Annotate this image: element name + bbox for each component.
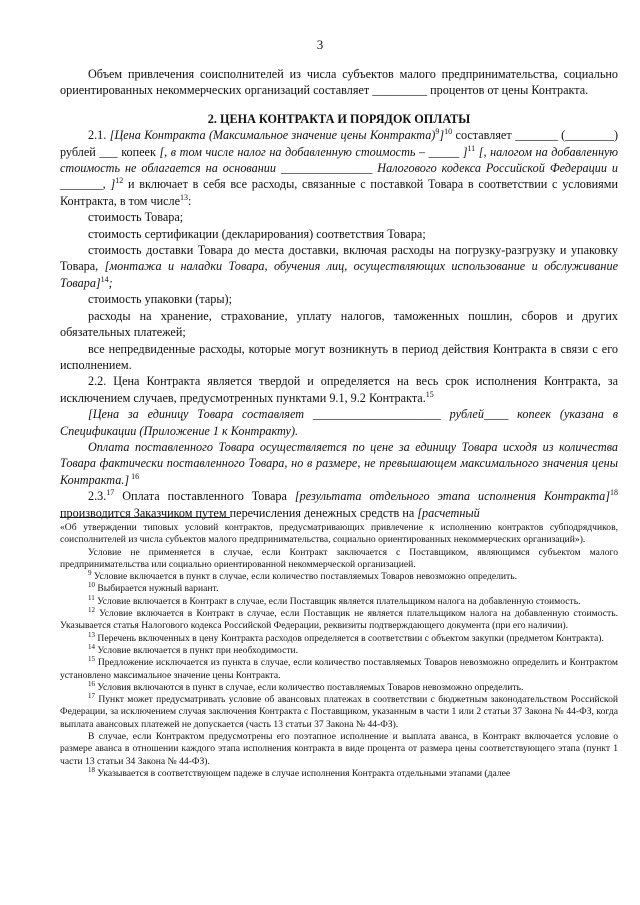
cost-item: стоимость упаковки (тары); bbox=[88, 292, 232, 307]
footnote-text: Перечень включенных в цену Контракта расходов определяется в соответствии с объектом закупки (предметом Контракта). bbox=[95, 632, 604, 644]
footnote-number: 17 bbox=[88, 692, 95, 701]
footnote-continued: «Об утверждении типовых условий контрактов, предусматривающих привлечение к исполнению контрактов субподрядчиков, соисполнителей из числа субъектов малого предпринимательства, социально ориентированных некоммерческих организаций»). bbox=[60, 522, 618, 546]
footnote-text: Указывается в соответствующем падеже в случае исполнения Контракта отдельными этапами (далее bbox=[95, 767, 511, 779]
footnote-10 bbox=[60, 583, 618, 595]
cost-delivery-text: стоимость доставки Товара до места доставки, включая расходы на погрузку-разгрузку и упаковку Товара, bbox=[60, 243, 618, 274]
clause-2-3-text-b: производится Заказчиком путем перечисления денежных средств на bbox=[60, 505, 418, 520]
main-text bbox=[60, 66, 618, 521]
clause-2-1-colon: : bbox=[188, 193, 192, 208]
clause-2-1 bbox=[60, 127, 618, 209]
footnote-ref-9: 9 bbox=[435, 127, 440, 137]
cost-delivery-optional: [монтажа и наладки Товара, обучения лиц, осуществляющих использование и обслуживание Товара] bbox=[60, 259, 618, 290]
cost-delivery-end: ; bbox=[108, 275, 113, 290]
footnote-text: Условие включается в Контракт в случае, если Поставщик является плательщиком налога на добавленную стоимость. bbox=[94, 595, 581, 607]
footnote-text: Выбирается нужный вариант. bbox=[95, 583, 219, 595]
cost-item: стоимость сертификации (декларирования) соответствия Товара; bbox=[88, 226, 426, 241]
footnote-16 bbox=[60, 679, 618, 694]
intro-paragraph: Объем привлечения соисполнителей из числа субъектов малого предпринимательства, социально ориентированных некоммерческих организаций составляет _________ процентов от цены Контракта. bbox=[60, 67, 618, 98]
footnote-ref-15: 15 bbox=[425, 389, 434, 399]
clause-2-1-vat-exempt: [, налогом на добавленную стоимость не облагается на основании _______________ Налогового кодекса Российской Федерации и _______, ] bbox=[60, 144, 618, 192]
footnote-ref-17: 17 bbox=[106, 488, 115, 498]
footnote-separator bbox=[60, 517, 230, 518]
section-title: 2. ЦЕНА КОНТРАКТА И ПОРЯДОК ОПЛАТЫ bbox=[207, 111, 471, 126]
footnote-11 bbox=[60, 593, 618, 608]
footnote-13 bbox=[60, 630, 618, 645]
footnote-18 bbox=[60, 765, 618, 780]
clause-2-3-account: [расчетный bbox=[417, 505, 480, 520]
footnote-number: 10 bbox=[88, 581, 95, 590]
footnote-text: Условия включаются в пункт в случае, если количество поставляемых Товаров невозможно определить. bbox=[95, 681, 524, 693]
footnote-text: Условие включается в Контракт в случае, если Поставщик не является плательщиком налога на добавленную стоимость. Указывается статья Налогового кодекса Российской Федерации, реквизиты подтверждающего документа (при его наличии). bbox=[60, 608, 618, 632]
footnote-number: 16 bbox=[88, 679, 95, 688]
footnote-text: Условие включается в пункт при необходимости. bbox=[95, 644, 299, 656]
clause-2-1-price-variant: [Цена Контракта (Максимальное значение цены Контракта) bbox=[109, 128, 436, 143]
footnote-number: 12 bbox=[88, 606, 95, 615]
footnote-number: 14 bbox=[88, 642, 95, 651]
footnote-text: Пункт может предусматривать условие об авансовых платежах в соответствии с бюджетным законодательством Российской Федерации, за исключением случая заключения Контракта с Поставщиком, указанным в части 1 или 2 статьи 37 Закона № 44-ФЗ, когда выплата авансовых платежей не допускается (часть 13 статьи 37 Закона № 44-ФЗ). bbox=[60, 694, 618, 730]
clause-2-1-vat-included: [, в том числе налог на добавленную стоимость – _____ ] bbox=[159, 144, 468, 159]
clause-2-2-text: 2.2. Цена Контракта является твердой и определяется на весь срок исполнения Контракта, за исключением случаев, предусмотренных пунктами 9.1, 9.2 Контракта. bbox=[60, 374, 618, 405]
footnote-continued-b: Условие не применяется в случае, если Контракт заключается с Поставщиком, являющимся субъектом малого предпринимательства или социально ориентированной некоммерческой организацией. bbox=[60, 546, 618, 570]
footnote-ref-13: 13 bbox=[180, 192, 188, 202]
clause-2-3-text-a: Оплата поставленного Товара bbox=[114, 489, 295, 504]
footnote-number: 9 bbox=[88, 569, 92, 578]
footnote-14 bbox=[60, 642, 618, 657]
clause-2-1-amount: составляет _______ (________) рублей ___ копеек bbox=[60, 128, 619, 159]
unit-price-text: [Цена за единицу Товара составляет _____________________ рублей____ копеек (указана в Спецификации (Приложение 1 к Контракту). bbox=[60, 407, 618, 438]
clause-2-2 bbox=[60, 373, 618, 406]
footnote-ref-11: 11 bbox=[467, 143, 476, 153]
page-number: 3 bbox=[316, 37, 324, 52]
unit-price-paragraph bbox=[60, 406, 618, 439]
cost-item: все непредвиденные расходы, которые могут возникнуть в период действия Контракта в связи с его исполнением. bbox=[60, 341, 618, 372]
footnote-ref-14: 14 bbox=[100, 274, 109, 284]
footnotes bbox=[60, 522, 618, 780]
footnote-ref-10: 10 bbox=[444, 127, 453, 137]
footnote-17-continued: В случае, если Контрактом предусмотрены его поэтапное исполнение и выплата аванса, в Контракт включается условие о размере аванса в отношении каждого этапа исполнения контракта в виде процента от размера цены соответствующего этапа (пункт 1 части 13 статьи 34 Закона № 44-ФЗ). bbox=[60, 731, 618, 767]
clause-2-3-number: 2.3. bbox=[88, 489, 107, 504]
footnote-text: Условие включается в пункт в случае, если количество поставляемых Товаров невозможно определить. bbox=[91, 571, 517, 583]
footnote-number: 13 bbox=[88, 630, 95, 639]
footnote-number: 18 bbox=[88, 765, 95, 774]
footnote-ref-16: 16 bbox=[129, 471, 140, 481]
footnote-15 bbox=[60, 657, 618, 682]
footnote-number: 11 bbox=[88, 593, 95, 602]
clause-2-1-number: 2.1. bbox=[88, 128, 110, 143]
clause-2-1-bracket: ] bbox=[439, 128, 445, 143]
cost-item-delivery bbox=[60, 242, 618, 291]
footnote-12 bbox=[60, 608, 618, 633]
footnote-9 bbox=[60, 571, 618, 583]
cost-item: расходы на хранение, страхование, уплату налогов, таможенных пошлин, сборов и других обязательных платежей; bbox=[60, 308, 618, 340]
footnote-ref-18: 18 bbox=[610, 488, 618, 498]
footnote-text: Предложение исключается из пункта в случае, если количество поставляемых Товаров невозможно определить и Контрактом установлено максимальное значение цены Контракта. bbox=[60, 657, 618, 681]
footnote-ref-12: 12 bbox=[115, 176, 124, 186]
cost-item: стоимость Товара; bbox=[88, 210, 184, 225]
payment-basis-text: Оплата поставленного Товара осуществляется по цене за единицу Товара исходя из количества Товара фактически поставленного Товара, но в размере, не превышающем максимального значения цены Контракта.] bbox=[60, 439, 618, 487]
footnote-17 bbox=[60, 694, 618, 731]
payment-basis-paragraph bbox=[60, 439, 618, 488]
clause-2-3-stage: [результата отдельного этапа исполнения Контракта] bbox=[294, 489, 610, 504]
footnote-number: 15 bbox=[88, 655, 95, 664]
clause-2-1-includes: и включает в себя все расходы, связанные с поставкой Товара в соответствии с условиями Контракта, в том числе bbox=[60, 177, 618, 208]
